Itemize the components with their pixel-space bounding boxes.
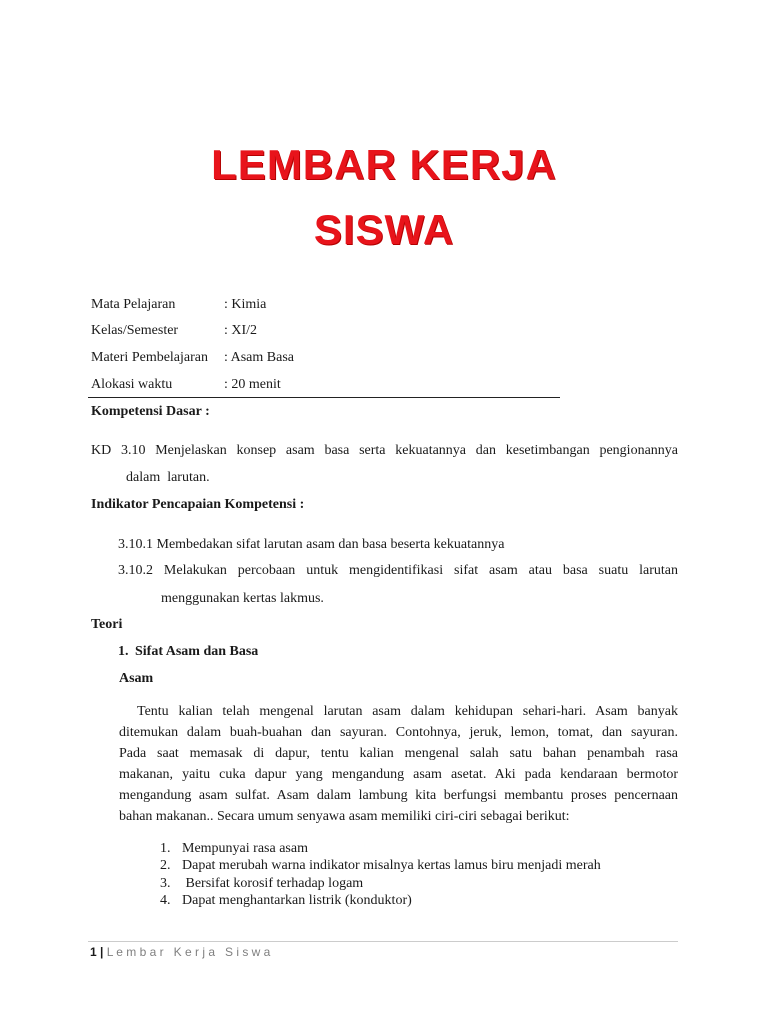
paragraph-line: bahan makanan.. Secara umum senyawa asam memiliki ciri-ciri sebagai berikut: [119,809,570,824]
paragraph-text: ditemukan dalam buah-buahan dan sayuran. Contohnya, jeruk, lemon, tomat, dan sayuran. [119,725,678,740]
list-item: Mempunyai rasa asam [182,841,308,856]
indikator-item [118,562,678,580]
kompetensi-text [91,442,678,460]
section-number: 1. [118,644,129,659]
indikator-heading: Indikator Pencapaian Kompetensi : [91,497,305,512]
list-number: 1. [160,841,171,856]
kompetensi-line: KD 3.10 Menjelaskan konsep asam basa serta kekuatannya dan kesetimbangan pengionannya [91,443,678,458]
title-line-2: SISWA [313,206,455,253]
list-item: Dapat merubah warna indikator misalnya kertas lamus biru menjadi merah [182,858,601,873]
paragraph-line [119,787,678,805]
divider [88,397,560,398]
info-value: : 20 menit [224,377,281,392]
info-value: : XI/2 [224,323,258,338]
list-item: Bersifat korosif terhadap logam [182,876,364,891]
paragraph-line [119,724,678,742]
list-item: Dapat menghantarkan listrik (konduktor) [182,893,412,908]
title-line-1: LEMBAR KERJA [211,141,557,188]
kompetensi-heading: Kompetensi Dasar : [91,404,210,419]
page-number: 1 [90,945,97,959]
info-value: : Kimia [224,297,267,312]
subheading-asam: Asam [119,671,154,686]
list-number: 4. [160,893,171,908]
indikator-item: 3.10.1 Membedakan sifat larutan asam dan basa beserta kekuatannya [118,537,505,552]
teori-heading: Teori [91,617,123,632]
indikator-line: menggunakan kertas lakmus. [161,591,324,606]
paragraph-line [119,745,678,763]
info-value: : Asam Basa [224,350,294,365]
paragraph-text: makanan, yaitu cuka dapur yang mengandung asam asetat. Aki pada kendaraan bermotor [119,767,678,782]
info-label: Kelas/Semester [91,323,179,338]
info-label: Materi Pembelajaran [91,350,209,365]
indikator-line: 3.10.2 Melakukan percobaan untuk mengidentifikasi sifat asam atau basa suatu larutan [118,563,678,578]
footer-divider [88,941,678,942]
paragraph-text: Pada saat memasak di dapur, tentu kalian mengenal salah satu bahan penambah rasa [119,746,678,761]
paragraph-line [137,703,678,721]
paragraph-line [119,766,678,784]
info-label: Alokasi waktu [91,377,173,392]
footer-text: L e m b a r K e r j a S i s w a [106,945,271,959]
section-title: Sifat Asam dan Basa [135,644,259,659]
list-number: 3. [160,876,171,891]
paragraph-text: Tentu kalian telah mengenal larutan asam dalam kehidupan sehari-hari. Asam banyak [137,704,678,719]
footer-separator: | [100,945,104,959]
footer [90,945,270,959]
info-label: Mata Pelajaran [91,297,176,312]
kompetensi-line: dalam larutan. [126,470,210,485]
paragraph-text: mengandung asam sulfat. Asam dalam lambung kita berfungsi membantu proses pencernaan [119,788,678,803]
list-number: 2. [160,858,171,873]
